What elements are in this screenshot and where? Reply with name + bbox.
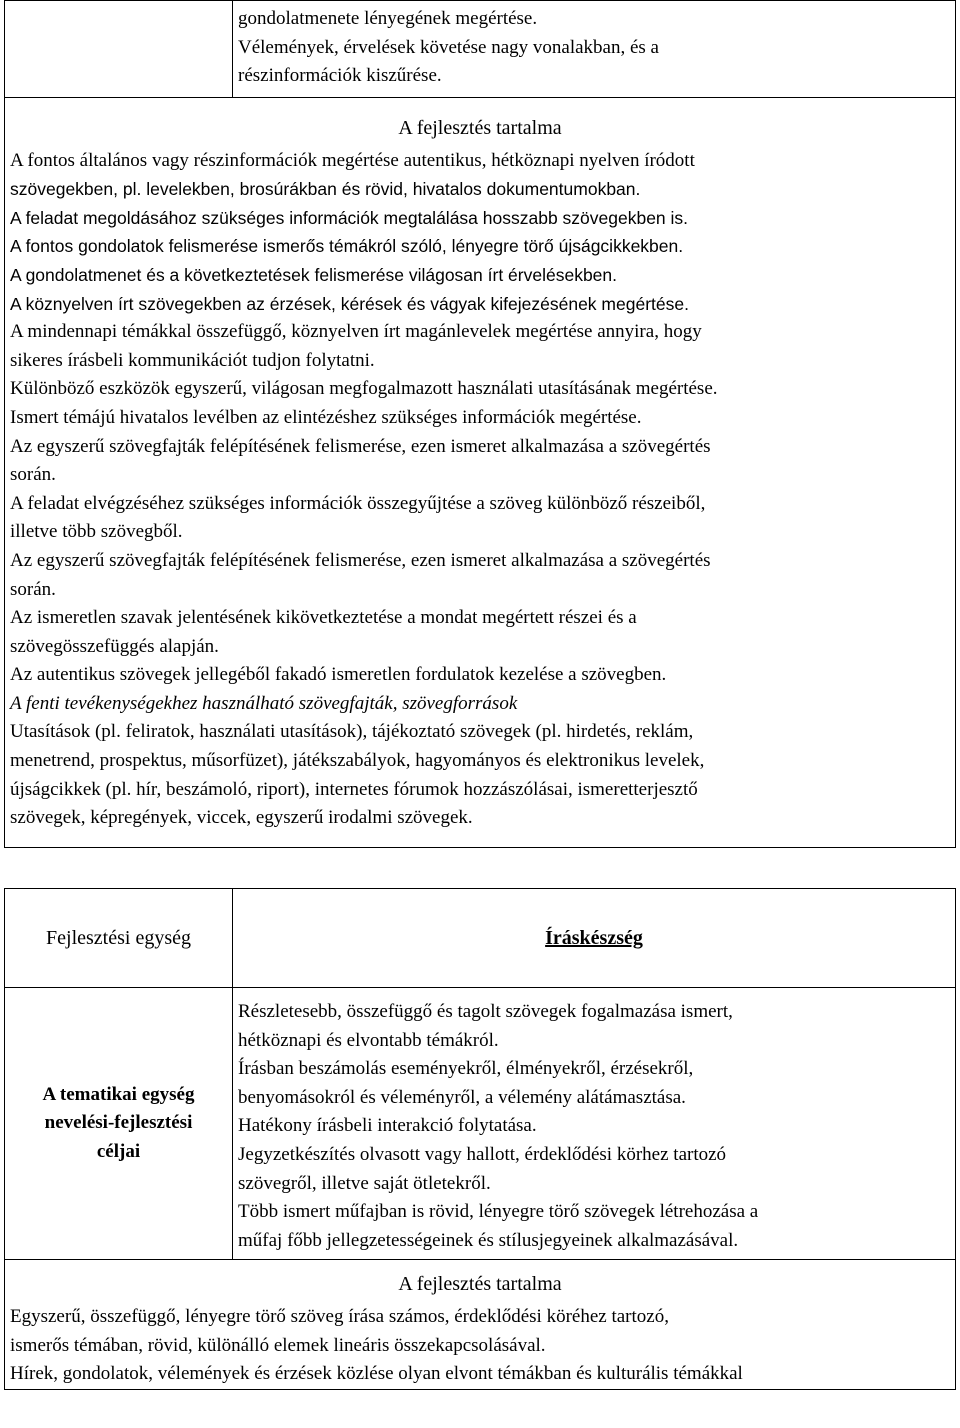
reading-skills-table	[4, 0, 956, 848]
text-line: műfaj főbb jellegzetességeinek és stílusjegyeinek alkalmazásával.	[238, 1229, 739, 1251]
text-line: szövegek, képregények, viccek, egyszerű irodalmi szövegek.	[10, 807, 473, 829]
goal-label-line: nevelési-fejlesztési	[44, 1112, 193, 1134]
text-line: A feladat elvégzéséhez szükséges információk összegyűjtése a szöveg különböző részeiből,	[10, 492, 706, 514]
text-line: A feladat megoldásához szükséges információk megtalálása hosszabb szövegekben is.	[10, 207, 689, 228]
goal-label-line: A tematikai egység	[42, 1083, 195, 1105]
table-row	[5, 1260, 956, 1389]
text-line: Egyszerű, összefüggő, lényegre törő szöveg írása számos, érdeklődési köréhez tartozó,	[10, 1305, 669, 1327]
unit-header-label	[5, 889, 233, 988]
text-line: Írásban beszámolás eseményekről, élményekről, érzésekről,	[238, 1058, 694, 1080]
text-line: Utasítások (pl. feliratok, használati utasítások), tájékoztató szövegek (pl. hirdetés, reklám,	[10, 721, 694, 743]
text-line: A gondolatmenet és a következtetések felismerése világosan írt érvelésekben.	[10, 264, 618, 285]
goals-label-cell	[5, 988, 233, 1260]
text-line: Jegyzetkészítés olvasott vagy hallott, érdeklődési körhez tartozó	[238, 1143, 727, 1165]
text-line: menetrend, prospektus, műsorfüzet), játékszabályok, hagyományos és elektronikus levelek,	[10, 750, 705, 772]
text-line: A mindennapi témákkal összefüggő, köznyelven írt magánlevelek megértése annyira, hogy	[10, 321, 702, 343]
unit-header-value	[233, 889, 956, 988]
text-line: Hírek, gondolatok, vélemények és érzések közlése olyan elvont témákban és kulturális témákkal	[10, 1363, 743, 1385]
table-row	[5, 889, 956, 988]
section-title: A fejlesztés tartalma	[398, 1273, 562, 1296]
text-line: részinformációk kiszűrése.	[238, 65, 442, 87]
text-line: hétköznapi és elvontabb témákról.	[238, 1029, 499, 1051]
content-cell	[5, 98, 956, 848]
table-row	[5, 988, 956, 1260]
table-row	[5, 1, 956, 98]
text-line: A fontos általános vagy részinformációk megértése autentikus, hétköznapi nyelven íródott	[10, 149, 695, 171]
text-line: A fontos gondolatok felismerése ismerős témákról szóló, lényegre törő újságcikkekben.	[10, 236, 684, 257]
table-row	[5, 98, 956, 848]
text-line: sikeres írásbeli kommunikációt tudjon folytatni.	[10, 349, 375, 371]
goals-continuation-cell	[233, 1, 956, 98]
text-line: Különböző eszközök egyszerű, világosan megfogalmazott használati utasításának megértése.	[10, 378, 718, 400]
goal-label-line: céljai	[96, 1140, 141, 1162]
italic-subheading: A fenti tevékenységekhez használható szövegfajták, szövegforrások	[10, 692, 518, 714]
text-line: során.	[10, 464, 56, 486]
text-line: Az egyszerű szövegfajták felépítésének felismerése, ezen ismeret alkalmazása a szövegértés	[10, 435, 711, 457]
empty-left-cell	[5, 1, 233, 98]
text-line: illetve több szövegből.	[10, 521, 183, 543]
text-line: szövegekben, pl. levelekben, brosúrákban és rövid, hivatalos dokumentumokban.	[10, 179, 641, 200]
text-line: benyomásokról és véleményről, a vélemény alátámasztása.	[238, 1086, 686, 1108]
text-line: gondolatmenete lényegének megértése.	[238, 8, 538, 29]
header-value-text: Íráskészség	[545, 926, 643, 949]
content-cell	[5, 1260, 956, 1389]
text-line: Ismert témájú hivatalos levélben az elintézéshez szükséges információk megértése.	[10, 406, 642, 428]
writing-skills-table	[4, 888, 956, 1390]
text-line: Vélemények, érvelések követése nagy vonalakban, és a	[238, 36, 659, 58]
text-line: Az ismeretlen szavak jelentésének kikövetkeztetése a mondat megértett részei és a	[10, 607, 637, 629]
text-line: Több ismert műfajban is rövid, lényegre törő szövegek létrehozása a	[238, 1201, 759, 1223]
section-title: A fejlesztés tartalma	[398, 117, 562, 139]
text-line: Részletesebb, összefüggő és tagolt szövegek fogalmazása ismert,	[238, 1001, 733, 1022]
text-line: A köznyelven írt szövegekben az érzések, kérések és vágyak kifejezésének megértése.	[10, 293, 689, 314]
text-line: Hatékony írásbeli interakció folytatása.	[238, 1115, 537, 1137]
text-line: újságcikkek (pl. hír, beszámoló, riport), internetes fórumok hozzászólásai, ismeretterjesztő	[10, 778, 698, 800]
text-line: szövegről, illetve saját ötletekről.	[238, 1172, 491, 1194]
text-line: során.	[10, 578, 56, 600]
text-line: Az autentikus szövegek jellegéből fakadó ismeretlen fordulatok kezelése a szövegben.	[10, 664, 667, 686]
text-line: Az egyszerű szövegfajták felépítésének felismerése, ezen ismeret alkalmazása a szövegértés	[10, 549, 711, 571]
text-line: ismerős témában, rövid, különálló elemek lineáris összekapcsolásával.	[10, 1334, 546, 1356]
header-label-text: Fejlesztési egység	[46, 926, 191, 949]
goals-cell	[233, 988, 956, 1260]
text-line: szövegösszefüggés alapján.	[10, 635, 219, 657]
